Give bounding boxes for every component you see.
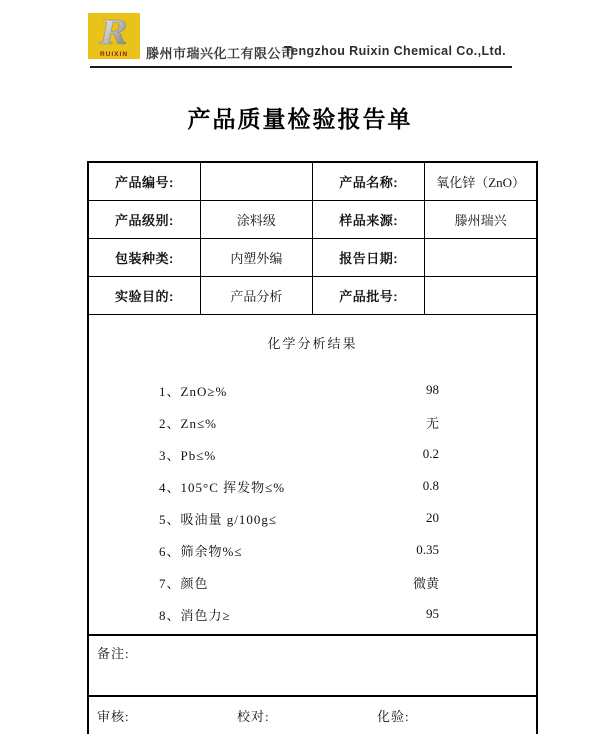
product-grade-label: 产品级别: — [88, 201, 200, 239]
analysis-items-list — [89, 374, 536, 630]
table-row — [88, 201, 537, 239]
remarks-label: 备注: — [97, 646, 130, 661]
product-name-label: 产品名称: — [313, 162, 425, 201]
analysis-item — [89, 534, 536, 566]
analysis-item-label: 8、消色力≥ — [159, 607, 231, 623]
sample-source-label: 样品来源: — [313, 201, 425, 239]
product-code-value — [200, 162, 312, 201]
table-row — [88, 277, 537, 315]
sample-source-value: 滕州瑞兴 — [425, 201, 537, 239]
remarks-cell — [88, 635, 537, 696]
remarks-row — [88, 635, 537, 696]
analysis-item-label: 1、ZnO≥% — [159, 383, 228, 399]
test-purpose-label: 实验目的: — [88, 277, 200, 315]
analysis-item — [89, 438, 536, 470]
review-label: 审核: — [97, 709, 130, 724]
analysis-section — [88, 315, 537, 636]
product-code-label: 产品编号: — [88, 162, 200, 201]
report-table — [87, 161, 538, 734]
analysis-item-label: 7、颜色 — [159, 575, 209, 591]
analysis-item — [89, 598, 536, 630]
company-logo — [88, 13, 140, 59]
analysis-item-value: 0.8 — [422, 478, 439, 493]
analysis-section-row — [88, 315, 537, 636]
analysis-item-label: 6、筛余物%≤ — [159, 543, 243, 559]
proofread-label: 校对: — [237, 709, 270, 724]
product-grade-value: 涂料级 — [200, 201, 312, 239]
analysis-heading: 化学分析结果 — [267, 336, 358, 351]
page-title: 产品质量检验报告单 — [187, 106, 413, 132]
analysis-item-value: 0.35 — [416, 542, 439, 557]
analysis-item — [89, 374, 536, 406]
analysis-item-value: 0.2 — [422, 446, 439, 461]
company-name-english: Tengzhou Ruixin Chemical Co.,Ltd. — [284, 44, 506, 58]
logo-letter: R — [100, 13, 128, 52]
table-row — [88, 239, 537, 277]
analysis-item — [89, 502, 536, 534]
header-divider — [90, 66, 512, 68]
analysis-item — [89, 566, 536, 598]
company-name-chinese: 滕州市瑞兴化工有限公司 — [146, 46, 295, 61]
batch-number-label: 产品批号: — [313, 277, 425, 315]
ruixin-logo-icon — [88, 13, 140, 59]
signature-row — [88, 696, 537, 734]
analysis-item-label: 2、Zn≤% — [159, 415, 217, 431]
analysis-item-value: 无 — [425, 415, 439, 431]
analysis-item-label: 3、Pb≤% — [159, 447, 217, 463]
report-date-value — [425, 239, 537, 277]
product-name-value: 氧化锌（ZnO） — [425, 162, 537, 201]
table-row — [88, 162, 537, 201]
analysis-item-value: 95 — [426, 606, 439, 621]
signature-cell — [88, 696, 537, 734]
assay-label: 化验: — [377, 709, 410, 724]
packaging-type-label: 包装种类: — [88, 239, 200, 277]
test-purpose-value: 产品分析 — [200, 277, 312, 315]
analysis-item-label: 5、吸油量 g/100g≤ — [159, 511, 277, 527]
report-date-label: 报告日期: — [313, 239, 425, 277]
batch-number-value — [425, 277, 537, 315]
analysis-item-value: 微黄 — [412, 575, 439, 591]
logo-brand-text: RUIXIN — [99, 51, 129, 58]
analysis-item-label: 4、105°C 挥发物≤% — [159, 479, 286, 495]
analysis-item-value: 98 — [426, 382, 439, 397]
analysis-item — [89, 406, 536, 438]
analysis-item-value: 20 — [426, 510, 439, 525]
analysis-item — [89, 470, 536, 502]
signature-line — [89, 697, 536, 734]
packaging-type-value: 内塑外编 — [200, 239, 312, 277]
